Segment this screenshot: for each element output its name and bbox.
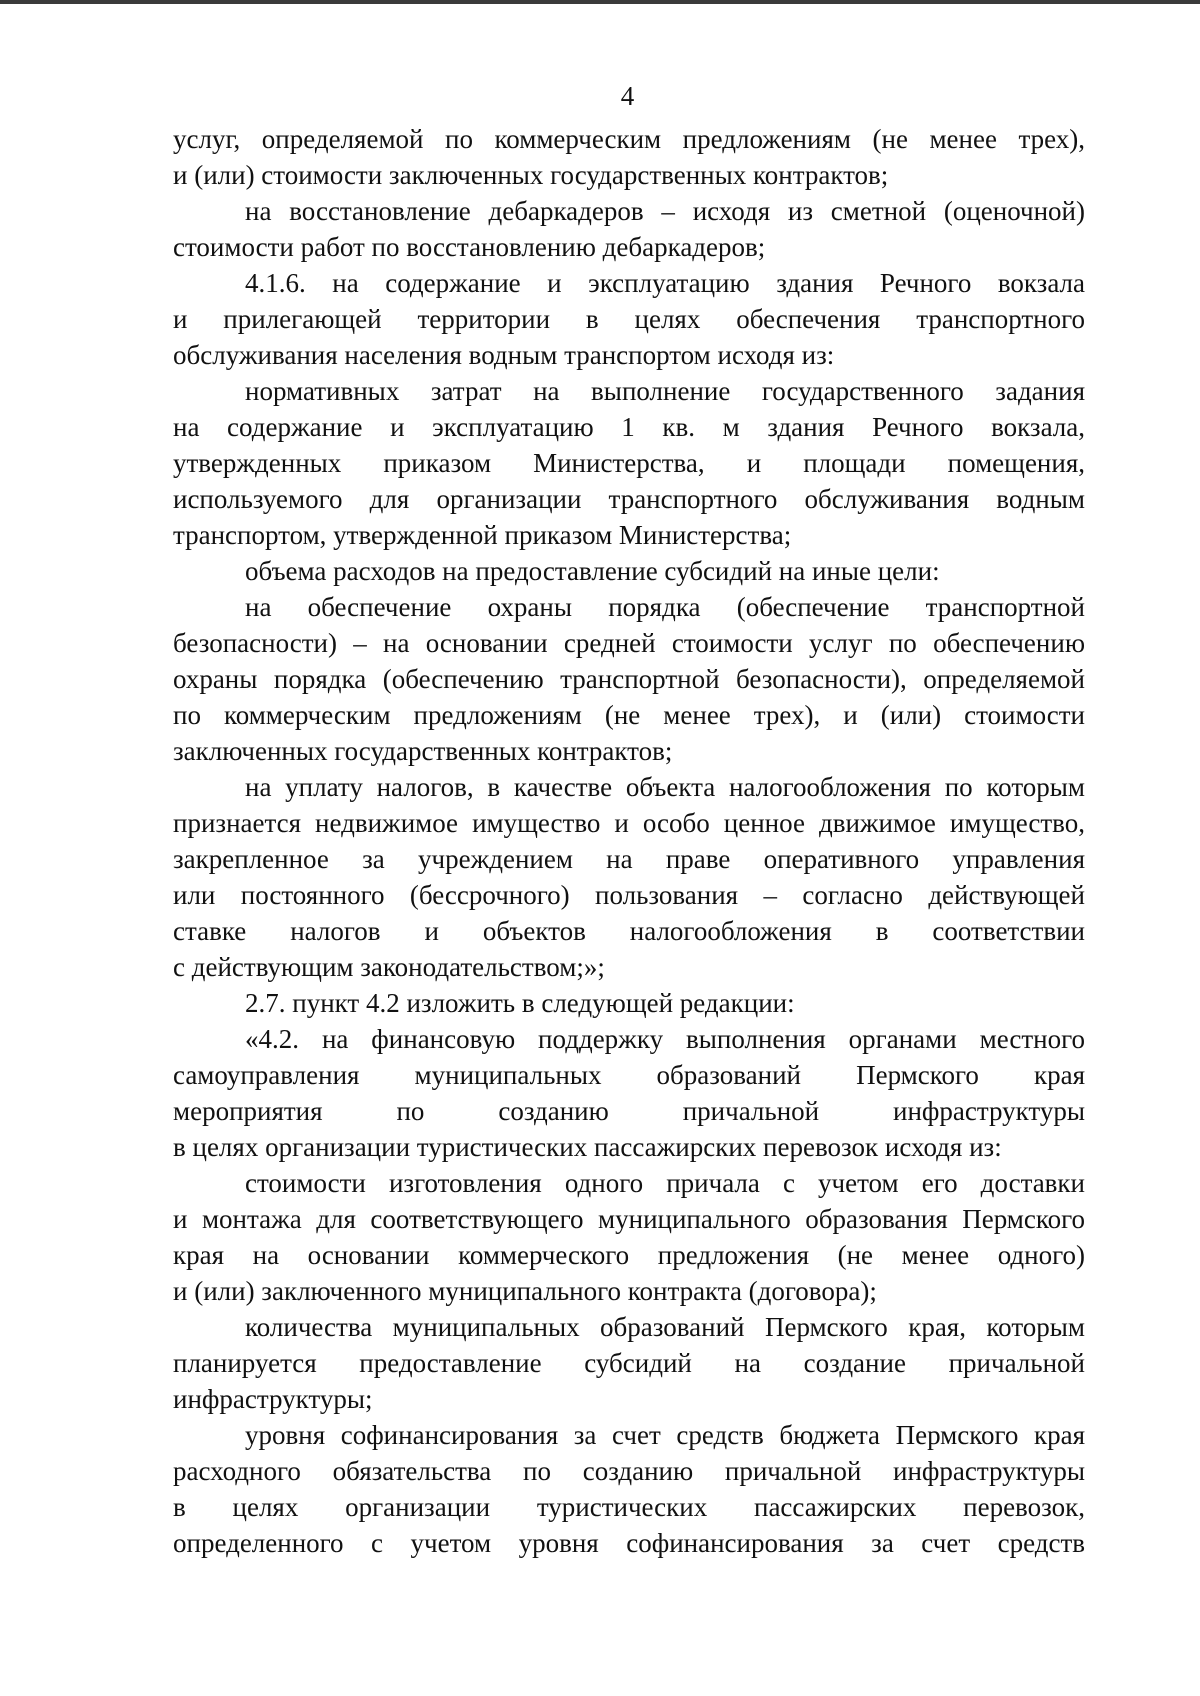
text-line: края на основании коммерческого предложения (не менее одного) xyxy=(173,1240,1085,1270)
text-line: закрепленное за учреждением на праве оперативного управления xyxy=(173,844,1085,874)
text-line: и (или) стоимости заключенных государственных контрактов; xyxy=(173,160,889,190)
text-line: расходного обязательства по созданию причальной инфраструктуры xyxy=(173,1456,1085,1486)
text-line: на уплату налогов, в качестве объекта налогообложения по которым xyxy=(245,772,1085,802)
text-line: с действующим законодательством;»; xyxy=(173,952,605,982)
text-line: стоимости работ по восстановлению дебаркадеров; xyxy=(173,232,766,262)
text-line: определенного с учетом уровня софинансирования за счет средств xyxy=(173,1528,1085,1558)
text-line: 2.7. пункт 4.2 изложить в следующей редакции: xyxy=(245,988,795,1018)
text-line: заключенных государственных контрактов; xyxy=(173,736,673,766)
document-body xyxy=(173,121,1085,1561)
text-line: и прилегающей территории в целях обеспечения транспортного xyxy=(173,304,1085,334)
page-number: 4 xyxy=(620,81,635,111)
text-line: и (или) заключенного муниципального контракта (договора); xyxy=(173,1276,877,1306)
text-line: в целях организации туристических пассажирских перевозок, xyxy=(173,1492,1085,1522)
text-line: количества муниципальных образований Пермского края, которым xyxy=(245,1312,1085,1342)
text-line: утвержденных приказом Министерства, и площади помещения, xyxy=(173,448,1085,478)
text-line: ставке налогов и объектов налогообложения в соответствии xyxy=(173,916,1085,946)
text-line: инфраструктуры; xyxy=(173,1384,373,1414)
text-line: планируется предоставление субсидий на создание причальной xyxy=(173,1348,1085,1378)
text-line: уровня софинансирования за счет средств бюджета Пермского края xyxy=(245,1420,1085,1450)
text-line: или постоянного (бессрочного) пользования – согласно действующей xyxy=(173,880,1085,910)
text-line: в целях организации туристических пассажирских перевозок исходя из: xyxy=(173,1132,1002,1162)
text-line: и монтажа для соответствующего муниципального образования Пермского xyxy=(173,1204,1085,1234)
text-line: мероприятия по созданию причальной инфраструктуры xyxy=(173,1096,1085,1126)
text-line: стоимости изготовления одного причала с учетом его доставки xyxy=(245,1168,1085,1198)
text-line: на обеспечение охраны порядка (обеспечение транспортной xyxy=(245,592,1085,622)
text-line: услуг, определяемой по коммерческим предложениям (не менее трех), xyxy=(173,124,1085,154)
text-line: безопасности) – на основании средней стоимости услуг по обеспечению xyxy=(173,628,1085,658)
text-line: охраны порядка (обеспечению транспортной безопасности), определяемой xyxy=(173,664,1085,694)
text-line: признается недвижимое имущество и особо ценное движимое имущество, xyxy=(173,808,1085,838)
text-line: транспортом, утвержденной приказом Министерства; xyxy=(173,520,792,550)
text-line: 4.1.6. на содержание и эксплуатацию здания Речного вокзала xyxy=(245,268,1085,298)
text-line: по коммерческим предложениям (не менее трех), и (или) стоимости xyxy=(173,700,1085,730)
text-line: на восстановление дебаркадеров – исходя из сметной (оценочной) xyxy=(245,196,1085,226)
text-line: обслуживания населения водным транспортом исходя из: xyxy=(173,340,835,370)
text-line: самоуправления муниципальных образований Пермского края xyxy=(173,1060,1085,1090)
text-line: используемого для организации транспортного обслуживания водным xyxy=(173,484,1085,514)
text-line: объема расходов на предоставление субсидий на иные цели: xyxy=(245,556,940,586)
text-line: «4.2. на финансовую поддержку выполнения органами местного xyxy=(245,1024,1085,1054)
text-line: на содержание и эксплуатацию 1 кв. м здания Речного вокзала, xyxy=(173,412,1085,442)
text-line: нормативных затрат на выполнение государственного задания xyxy=(245,376,1085,406)
